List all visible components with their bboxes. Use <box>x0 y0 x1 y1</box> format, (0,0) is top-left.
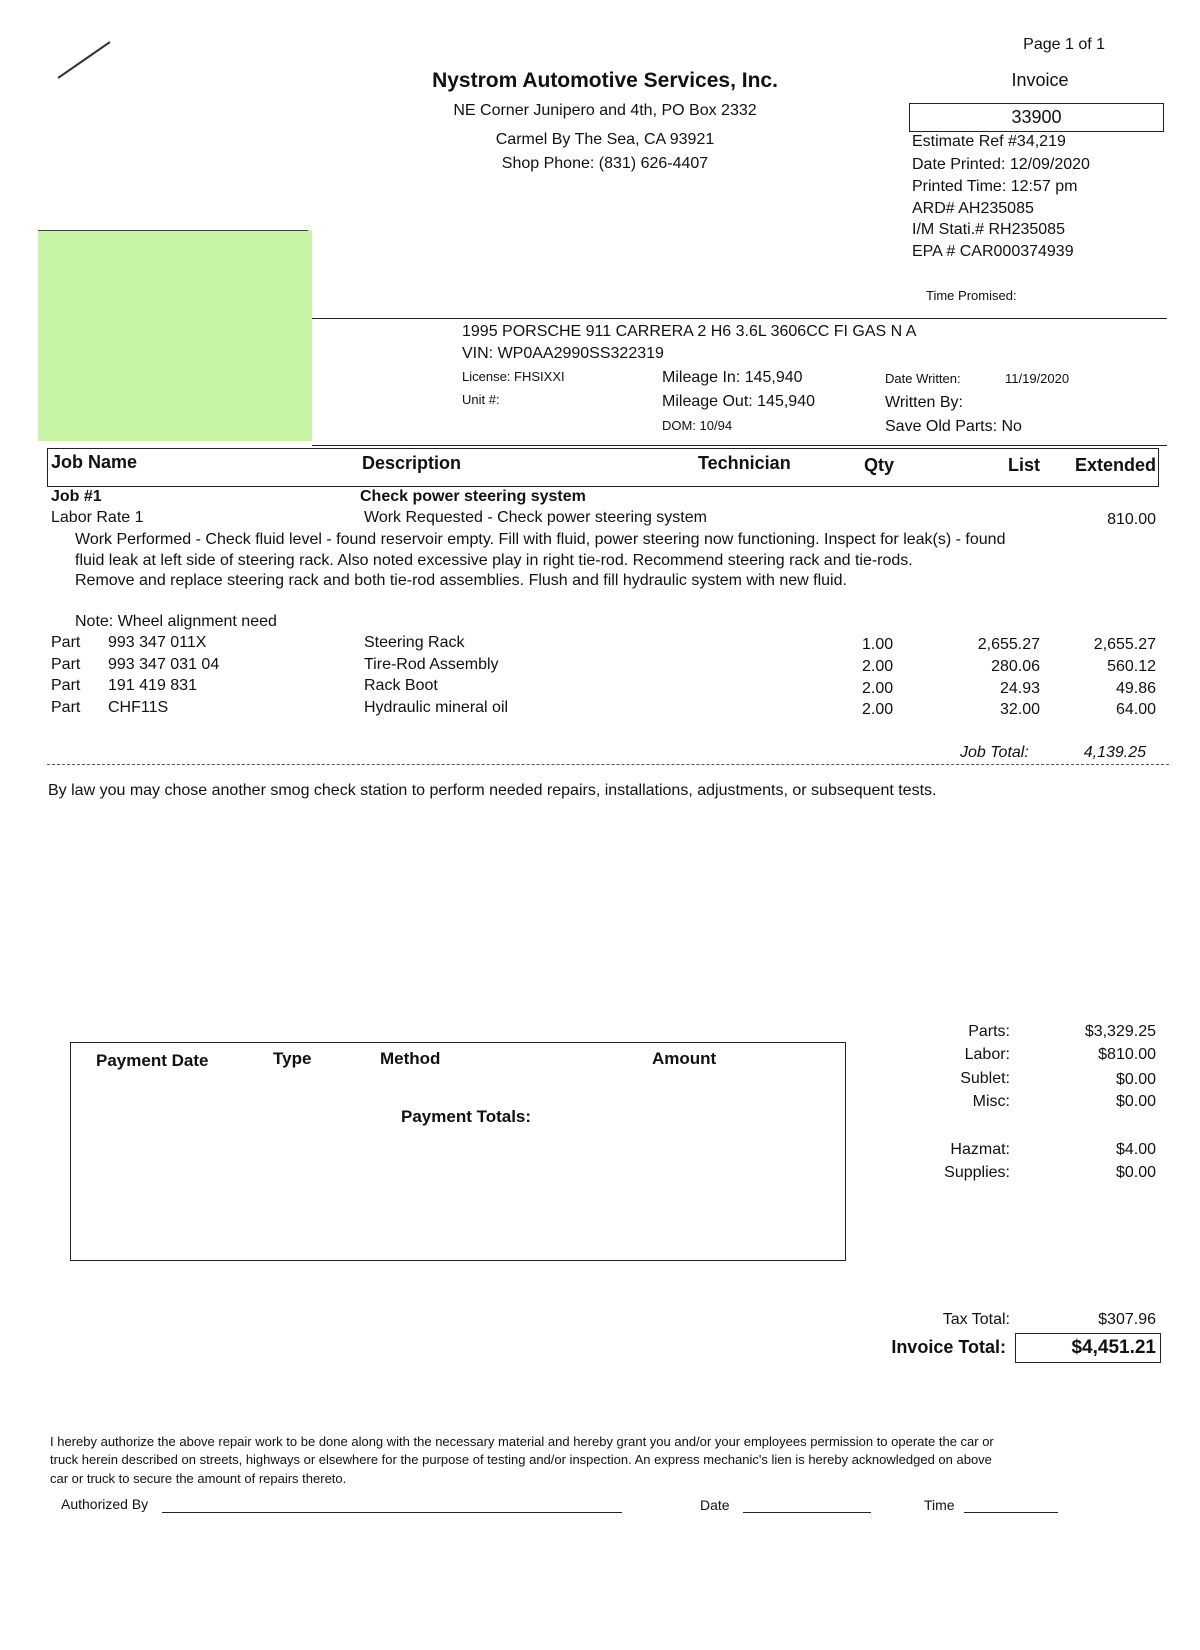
labor-amount: 810.00 <box>1107 511 1156 528</box>
date-label: Date <box>700 1497 730 1513</box>
tax-total: $307.96 <box>1098 1311 1156 1328</box>
job-total: 4,139.25 <box>1083 744 1146 761</box>
vehicle-vin: VIN: WP0AA2990SS322319 <box>462 345 664 362</box>
save-old-parts: Save Old Parts: No <box>885 418 1022 435</box>
invoice-total-box <box>1015 1333 1161 1363</box>
part-list: 2,655.27 <box>977 636 1040 653</box>
summary-value-hazmat: $4.00 <box>1115 1141 1156 1158</box>
work-requested: Work Requested - Check power steering system <box>364 509 707 526</box>
work-performed-line-2: fluid leak at left side of steering rack. Also noted excessive play in right tie-rod. Recommend steering rack and tie-rods. <box>75 552 913 569</box>
authorized-by-line[interactable] <box>162 1512 622 1513</box>
part-number: 191 419 831 <box>108 677 197 694</box>
time-label: Time <box>924 1497 955 1513</box>
summary-label-sublet: Sublet: <box>960 1070 1010 1087</box>
payment-col-type: Type <box>273 1049 312 1068</box>
part-qty: 2.00 <box>862 680 894 697</box>
time-line[interactable] <box>964 1512 1058 1513</box>
time-promised: Time Promised: <box>926 288 1017 303</box>
sticky-note <box>38 230 312 441</box>
vehicle-divider <box>312 318 1167 319</box>
invoice-total-label: Invoice Total: <box>891 1337 1006 1357</box>
part-extended: 560.12 <box>1107 658 1156 675</box>
payment-box <box>70 1042 846 1261</box>
ard-number: ARD# AH235085 <box>912 200 1034 217</box>
invoice-total: $4,451.21 <box>1071 1337 1156 1358</box>
doc-type: Invoice <box>1011 70 1069 90</box>
col-technician: Technician <box>698 453 791 473</box>
labor-label: Labor Rate 1 <box>51 509 144 526</box>
vehicle-description: 1995 PORSCHE 911 CARRERA 2 H6 3.6L 3606CC FI GAS N A <box>462 323 917 340</box>
estimate-ref: Estimate Ref #34,219 <box>912 133 1066 150</box>
invoice-number-box <box>909 103 1164 132</box>
shop-address1: NE Corner Junipero and 4th, PO Box 2332 <box>453 102 757 119</box>
part-list: 24.93 <box>999 680 1040 697</box>
part-qty: 1.00 <box>862 636 894 653</box>
epa-number: EPA # CAR000374939 <box>912 243 1074 260</box>
vehicle-license: License: FHSIXXI <box>462 369 565 384</box>
summary-value-misc: $0.00 <box>1115 1093 1156 1110</box>
work-performed-line-3: Remove and replace steering rack and both tie-rod assemblies. Flush and fill hydraulic system with new fluid. <box>75 572 847 589</box>
col-extended: Extended <box>1074 455 1156 475</box>
part-extended: 64.00 <box>1115 701 1156 718</box>
tax-total-label: Tax Total: <box>942 1311 1010 1328</box>
col-list: List <box>1007 455 1040 475</box>
part-extended: 2,655.27 <box>1093 636 1156 653</box>
summary-label-labor: Labor: <box>964 1046 1010 1063</box>
part-number: 993 347 031 04 <box>108 656 220 673</box>
page-label: Page 1 of 1 <box>1023 36 1105 53</box>
payment-col-method: Method <box>380 1049 441 1068</box>
job-name: Job #1 <box>51 488 102 505</box>
shop-address2: Carmel By The Sea, CA 93921 <box>495 131 715 148</box>
summary-value-supplies: $0.00 <box>1115 1164 1156 1181</box>
smog-notice: By law you may chose another smog check station to perform needed repairs, installations, adjustments, or subsequent tests. <box>48 782 937 799</box>
part-qty: 2.00 <box>862 658 894 675</box>
summary-label-misc: Misc: <box>972 1093 1010 1110</box>
col-job-name: Job Name <box>51 452 138 472</box>
im-station: I/M Stati.# RH235085 <box>912 221 1065 238</box>
summary-value-labor: $810.00 <box>1098 1046 1156 1063</box>
job-total-label: Job Total: <box>960 744 1029 761</box>
part-list: 32.00 <box>999 701 1040 718</box>
payment-totals-label: Payment Totals: <box>401 1107 532 1126</box>
date-printed: Date Printed: 12/09/2020 <box>912 156 1090 173</box>
col-description: Description <box>362 453 462 473</box>
vehicle-dom: DOM: 10/94 <box>662 418 733 433</box>
sticky-line <box>38 230 308 231</box>
summary-label-parts: Parts: <box>968 1023 1010 1040</box>
part-list: 280.06 <box>991 658 1040 675</box>
authorization-line-1: I hereby authorize the above repair work to be done along with the necessary material and hereby grant you and/or your employees permission to operate the car or <box>50 1434 994 1449</box>
part-number: CHF11S <box>108 699 169 716</box>
shop-phone: Shop Phone: (831) 626-4407 <box>501 155 709 172</box>
written-by: Written By: <box>885 394 963 411</box>
part-extended: 49.86 <box>1115 680 1156 697</box>
date-line[interactable] <box>743 1512 871 1513</box>
vehicle-bottom-line <box>312 445 1167 446</box>
job-title: Check power steering system <box>360 488 586 505</box>
job-note: Note: Wheel alignment need <box>75 613 277 630</box>
authorization-line-3: car or truck to secure the amount of repairs thereto. <box>50 1471 347 1486</box>
part-description: Steering Rack <box>364 634 465 651</box>
vehicle-unit: Unit #: <box>462 392 500 407</box>
shop-name: Nystrom Automotive Services, Inc. <box>432 69 778 92</box>
invoice-number: 33900 <box>1011 107 1062 127</box>
printed-time: Printed Time: 12:57 pm <box>912 178 1078 195</box>
payment-col-amount: Amount <box>652 1049 717 1068</box>
work-performed-line-1: Work Performed - Check fluid level - found reservoir empty. Fill with fluid, power steering now functioning. Inspect for leak(s) - found <box>75 531 1006 548</box>
part-description: Rack Boot <box>364 677 438 694</box>
part-type: Part <box>51 634 81 651</box>
mileage-in: Mileage In: 145,940 <box>662 369 803 386</box>
part-number: 993 347 011X <box>108 634 207 651</box>
part-type: Part <box>51 699 81 716</box>
part-type: Part <box>51 677 81 694</box>
date-written-label: Date Written: <box>885 371 961 386</box>
summary-label-hazmat: Hazmat: <box>950 1141 1010 1158</box>
authorized-by-label: Authorized By <box>61 1496 149 1512</box>
job-total-divider <box>47 764 1169 765</box>
pen-mark <box>55 38 115 83</box>
part-description: Hydraulic mineral oil <box>364 699 509 716</box>
part-description: Tire-Rod Assembly <box>364 656 499 673</box>
mileage-out: Mileage Out: 145,940 <box>662 393 815 410</box>
col-qty: Qty <box>864 455 895 475</box>
payment-col-date: Payment Date <box>96 1051 209 1070</box>
summary-value-parts: $3,329.25 <box>1084 1023 1156 1040</box>
date-written: 11/19/2020 <box>1005 371 1070 386</box>
summary-label-supplies: Supplies: <box>944 1164 1010 1181</box>
summary-value-sublet: $0.00 <box>1115 1071 1156 1088</box>
part-type: Part <box>51 656 81 673</box>
authorization-line-2: truck herein described on streets, highways or elsewhere for the purpose of testing and/or inspection. An express mechanic's lien is hereby acknowledged on above <box>50 1452 992 1467</box>
part-qty: 2.00 <box>862 701 894 718</box>
